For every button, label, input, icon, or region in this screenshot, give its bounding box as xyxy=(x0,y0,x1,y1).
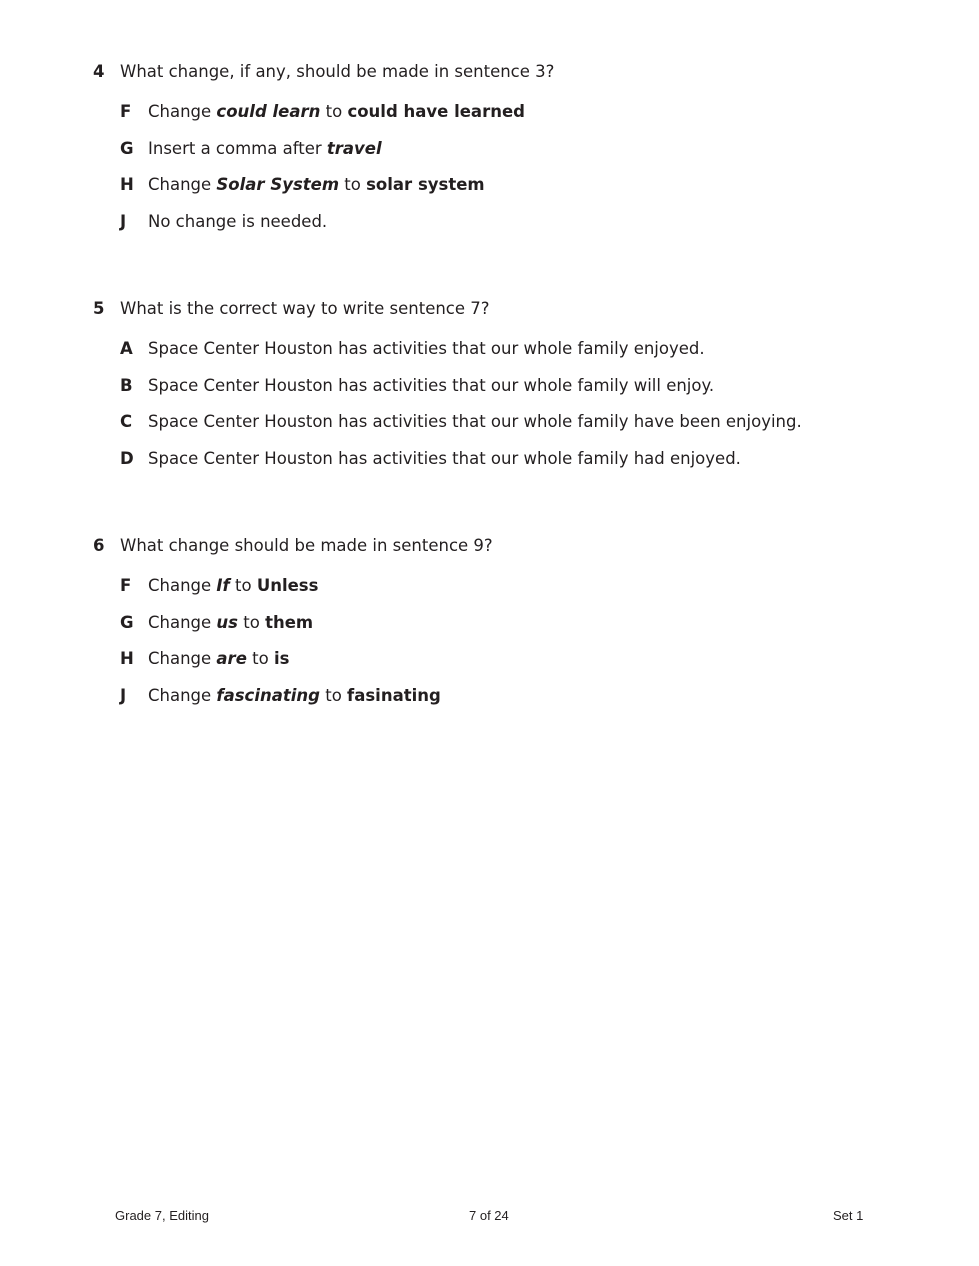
option-letter: G xyxy=(120,138,134,158)
answer-option-h[interactable] xyxy=(120,175,913,195)
answer-option-j[interactable] xyxy=(120,686,913,706)
option-text: Space Center Houston has activities that our whole family will enjoy. xyxy=(148,375,715,395)
option-letter: C xyxy=(120,412,133,431)
option-text: Change are to is xyxy=(148,649,290,668)
option-letter: J xyxy=(120,685,127,705)
option-letter: F xyxy=(120,576,132,595)
option-text: Space Center Houston has activities that our whole family enjoyed. xyxy=(148,339,705,358)
option-letter: A xyxy=(120,339,133,358)
question-header xyxy=(93,62,913,82)
answer-options xyxy=(93,576,913,706)
option-text: Change us to them xyxy=(148,612,314,632)
option-text: Space Center Houston has activities that our whole family had enjoyed. xyxy=(148,448,741,468)
answer-option-h[interactable] xyxy=(120,649,913,669)
question-header xyxy=(93,536,913,556)
option-letter: B xyxy=(120,375,133,395)
answer-option-j[interactable] xyxy=(120,212,913,232)
option-letter: H xyxy=(120,649,134,668)
answer-option-a[interactable] xyxy=(120,339,913,359)
answer-option-g[interactable] xyxy=(120,613,913,633)
question-prompt: What change, if any, should be made in sentence 3? xyxy=(120,62,555,81)
answer-option-g[interactable] xyxy=(120,139,913,159)
answer-option-f[interactable] xyxy=(120,576,913,596)
question-number: 5 xyxy=(93,299,105,318)
question-prompt: What change should be made in sentence 9? xyxy=(120,536,493,555)
option-text: Space Center Houston has activities that our whole family have been enjoying. xyxy=(148,412,802,431)
option-text: Change If to Unless xyxy=(148,576,319,595)
option-text: Insert a comma after travel xyxy=(148,138,382,158)
footer-page-number: 7 of 24 xyxy=(469,1208,509,1223)
option-letter: J xyxy=(120,211,127,231)
option-text: Change Solar System to solar system xyxy=(148,175,485,194)
option-letter: F xyxy=(120,102,132,121)
option-letter: D xyxy=(120,448,134,468)
question-number: 6 xyxy=(93,536,105,555)
answer-options xyxy=(93,102,913,232)
option-letter: G xyxy=(120,612,134,632)
question-6 xyxy=(93,536,913,722)
answer-option-b[interactable] xyxy=(120,376,913,396)
answer-option-d[interactable] xyxy=(120,449,913,469)
question-header xyxy=(93,299,913,319)
question-prompt: What is the correct way to write sentence 7? xyxy=(120,299,490,318)
option-text: No change is needed. xyxy=(148,211,328,231)
answer-option-c[interactable] xyxy=(120,412,913,432)
question-number: 4 xyxy=(93,62,105,81)
option-text: Change could learn to could have learned xyxy=(148,102,525,121)
option-text: Change fascinating to fasinating xyxy=(148,685,441,705)
footer-right: Set 1 xyxy=(833,1208,864,1223)
footer-left: Grade 7, Editing xyxy=(115,1208,209,1223)
question-4 xyxy=(93,62,913,248)
question-5 xyxy=(93,299,913,485)
answer-options xyxy=(93,339,913,469)
option-letter: H xyxy=(120,175,134,194)
answer-option-f[interactable] xyxy=(120,102,913,122)
